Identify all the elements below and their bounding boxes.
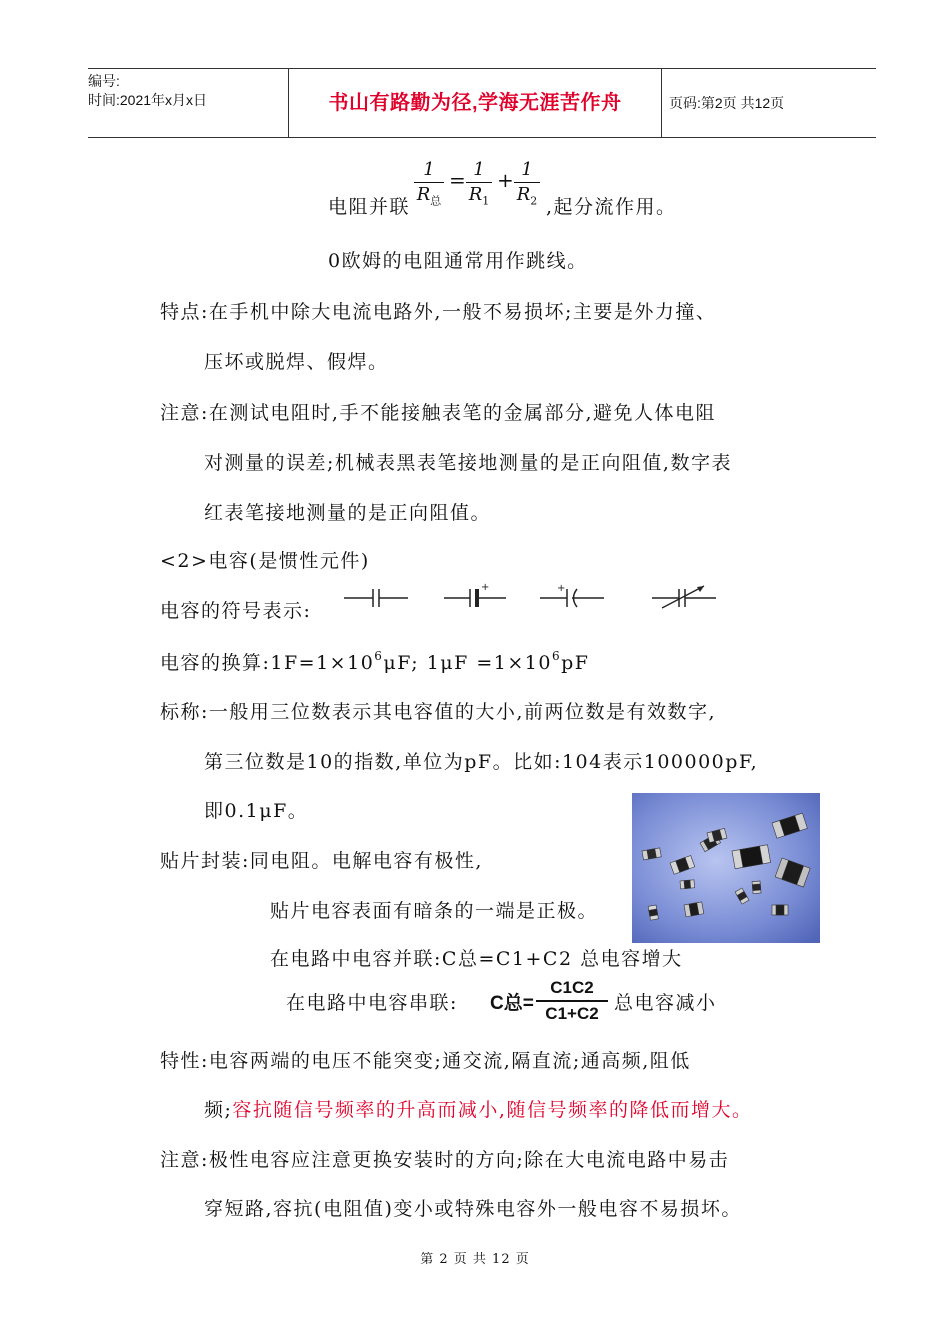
fraction-numerator: 1: [514, 158, 540, 183]
fraction-numerator: 1: [414, 158, 444, 183]
header-page-number: 页码:第2页 共12页: [669, 95, 785, 111]
fraction-denominator: $R_总$: [416, 184, 442, 208]
svg-text:+: +: [557, 583, 566, 594]
parallel-formula-prefix: 电阻并联: [328, 196, 411, 218]
number-label: 编号:: [88, 73, 120, 89]
time-label: 时间:2021年x月x日: [88, 92, 208, 108]
smd-capacitor-photo: [632, 793, 820, 943]
page-footer: 第 2 页 共 12 页: [420, 1252, 530, 1267]
series-numerator: C1C2: [536, 976, 608, 1002]
highlighted-text: 容抗随信号频率的升高而减小,随信号频率的降低而增大。: [232, 1099, 753, 1121]
smd-line-1: 贴片封装:同电阻。电解电容有极性,: [160, 850, 483, 872]
series-formula-lhs: C总=: [490, 993, 534, 1014]
parallel-formula-suffix: ,起分流作用。: [546, 196, 677, 218]
capacitor-symbol-label: 电容的符号表示:: [160, 600, 312, 622]
feature-line-1: 特点:在手机中除大电流电路外,一般不易损坏;主要是外力撞、: [160, 301, 717, 323]
fraction-r1: [466, 158, 492, 214]
series-formula-prefix: 在电路中电容串联:: [286, 992, 458, 1014]
capacitor-parallel-line: 在电路中电容并联:C总=C1+C2 总电容增大: [270, 948, 683, 970]
note-line-3: 红表笔接地测量的是正向阻值。: [204, 502, 492, 524]
svg-text:+: +: [481, 582, 490, 593]
zero-ohm-line: 0欧姆的电阻通常用作跳线。: [328, 250, 588, 272]
electrolytic-capacitor-icon: [440, 580, 512, 616]
capacitor-symbol-icon: [340, 580, 412, 616]
capacitance-conversion: 电容的换算$:1F=1\times 10^6\mu F$; $1\mu F =1\times 10^6pF$: [160, 649, 590, 674]
fraction-numerator: 1: [466, 158, 492, 183]
note-line-1: 注意:在测试电阻时,手不能接触表笔的金属部分,避免人体电阻: [160, 402, 716, 424]
note-line-2: 对测量的误差;机械表黑表笔接地测量的是正向阻值,数字表: [204, 452, 732, 474]
note2-line-1: 注意:极性电容应注意更换安装时的方向;除在大电流电路中易击: [160, 1149, 730, 1171]
fraction-denominator: $R_1$: [468, 184, 490, 208]
series-denominator: C1+C2: [545, 1004, 599, 1023]
header-meta: [88, 69, 288, 140]
plus-sign: +: [497, 168, 514, 192]
page-header: [88, 68, 876, 138]
feature-line-2: 压坏或脱焊、假焊。: [204, 351, 389, 373]
polarized-capacitor-icon: [536, 580, 608, 616]
fraction-denominator: $R_2$: [516, 184, 538, 208]
nominal-line-1: 标称:一般用三位数表示其电容值的大小,前两位数是有效数字,: [160, 701, 716, 723]
nominal-line-2: 第三位数是10的指数,单位为pF。比如:104表示100000pF,: [204, 751, 759, 773]
note2-line-2: 穿短路,容抗(电阻值)变小或特殊电容外一般电容不易损坏。: [204, 1198, 742, 1220]
characteristic-line-1: 特性:电容两端的电压不能突变;通交流,隔直流;通高频,阻低: [160, 1050, 691, 1072]
nominal-line-3: 即0.1μF。: [204, 800, 309, 822]
series-formula-suffix: 总电容减小: [614, 992, 717, 1014]
characteristic-line-2: 频;容抗随信号频率的升高而减小,随信号频率的降低而增大。: [204, 1099, 753, 1121]
fraction-r2: [514, 158, 540, 214]
smd-line-2: 贴片电容表面有暗条的一端是正极。: [270, 900, 599, 922]
header-motto: 书山有路勤为径,学海无涯苦作舟: [288, 69, 662, 137]
variable-capacitor-icon: [648, 580, 720, 616]
fraction-total: [414, 158, 444, 214]
equals-sign: =: [449, 168, 466, 192]
series-fraction: [536, 976, 608, 1026]
capacitor-heading: <2>电容(是惯性元件): [160, 550, 370, 572]
